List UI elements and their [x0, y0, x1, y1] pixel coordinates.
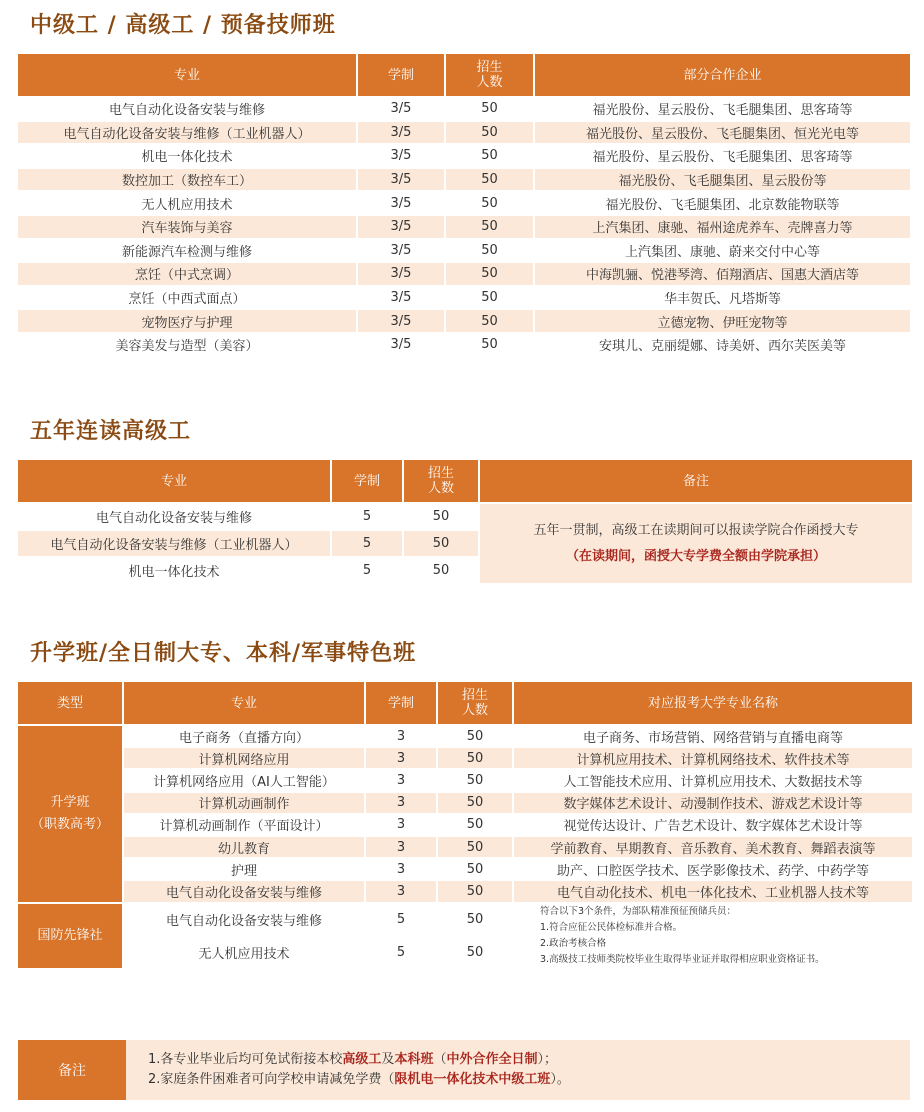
- duration-cell: 3/5: [358, 145, 444, 167]
- duration-cell: 3/5: [358, 122, 444, 144]
- header-enrollment: 招生 人数: [404, 460, 478, 502]
- duration-cell: 5: [332, 558, 402, 583]
- major-cell: 电气自动化设备安装与维修（工业机器人）: [18, 122, 356, 144]
- table-row: [18, 263, 910, 285]
- highlight-text: 中外合作全日制: [446, 1052, 538, 1067]
- section1-table: [16, 52, 912, 358]
- partners-cell: 福光股份、星云股份、飞毛腿集团、思客琦等: [535, 145, 910, 167]
- enrollment-cell: 50: [438, 904, 512, 935]
- enrollment-cell: 50: [446, 263, 533, 285]
- enrollment-cell: 50: [446, 310, 533, 332]
- partners-cell: 立德宠物、伊旺宠物等: [535, 310, 910, 332]
- duration-cell: 3/5: [358, 98, 444, 120]
- duration-cell: 3: [366, 881, 436, 901]
- major-cell: 电气自动化设备安装与维修（工业机器人）: [18, 531, 330, 556]
- section2-table: [16, 458, 914, 585]
- table-row: [18, 748, 912, 768]
- duration-cell: 3: [366, 793, 436, 813]
- enrollment-cell: 50: [438, 793, 512, 813]
- section2-title: 五年连读高级工: [30, 418, 192, 444]
- duration-cell: 5: [332, 504, 402, 529]
- duration-cell: 3/5: [358, 169, 444, 191]
- duration-cell: 3: [366, 770, 436, 790]
- note-line-2: （在读期间，函授大专学费全额由学院承担）: [565, 548, 826, 564]
- major-cell: 新能源汽车检测与维修: [18, 240, 356, 262]
- type-cell: 国防先锋社: [18, 904, 122, 968]
- enrollment-cell: 50: [438, 881, 512, 901]
- enrollment-cell: 50: [446, 240, 533, 262]
- enrollment-cell: 50: [404, 558, 478, 583]
- major-cell: 无人机应用技术: [124, 937, 364, 968]
- major-cell: 美容美发与造型（美容）: [18, 334, 356, 356]
- table-row: [18, 793, 912, 813]
- footer-text-segment: ）；: [537, 1052, 557, 1067]
- program-note: [480, 504, 912, 583]
- enrollment-cell: 50: [446, 98, 533, 120]
- condition-line: 2.政治考核合格: [540, 937, 607, 949]
- header-duration: 学制: [332, 460, 402, 502]
- enrollment-cell: 50: [446, 334, 533, 356]
- footer-line-2: [148, 1070, 570, 1090]
- duration-cell: 3: [366, 837, 436, 857]
- major-cell: 护理: [124, 859, 364, 879]
- duration-cell: 3: [366, 748, 436, 768]
- university-majors-cell: 助产、口腔医学技术、医学影像技术、药学、中药学等: [514, 859, 912, 879]
- enrollment-cell: 50: [446, 145, 533, 167]
- header-note: 备注: [480, 460, 912, 502]
- table-row: [18, 169, 910, 191]
- enrollment-cell: 50: [446, 122, 533, 144]
- major-cell: 电气自动化设备安装与维修: [18, 504, 330, 529]
- section3-table: [16, 680, 914, 970]
- major-cell: 幼儿教育: [124, 837, 364, 857]
- header-partners: 部分合作企业: [535, 54, 910, 96]
- major-cell: 计算机动画制作: [124, 793, 364, 813]
- table-row: [18, 770, 912, 790]
- footer-note: [18, 1040, 910, 1100]
- duration-cell: 5: [366, 937, 436, 968]
- partners-cell: 福光股份、飞毛腿集团、北京数能物联等: [535, 192, 910, 214]
- enrollment-cell: 50: [438, 748, 512, 768]
- footer-text-segment: 2.家庭条件困难者可向学校申请减免学费（: [148, 1072, 395, 1087]
- duration-cell: 3/5: [358, 310, 444, 332]
- header-duration: 学制: [358, 54, 444, 96]
- partners-cell: 安琪儿、克丽缇娜、诗美妍、西尔芙医美等: [535, 334, 910, 356]
- duration-cell: 3/5: [358, 287, 444, 309]
- section1-rows: [18, 98, 910, 356]
- major-cell: 电气自动化设备安装与维修: [18, 98, 356, 120]
- major-cell: 汽车装饰与美容: [18, 216, 356, 238]
- enrollment-cell: 50: [446, 287, 533, 309]
- table-row: [18, 192, 910, 214]
- header-major: 专业: [124, 682, 364, 724]
- major-cell: 无人机应用技术: [18, 192, 356, 214]
- highlight-text: 限机电一体化技术中级工班: [394, 1072, 551, 1087]
- condition-line: 符合以下3个条件，为部队精准预征预储兵员：: [540, 905, 737, 917]
- major-cell: 宠物医疗与护理: [18, 310, 356, 332]
- table-row: [18, 240, 910, 262]
- university-majors-cell: 视觉传达设计、广告艺术设计、数字媒体艺术设计等: [514, 815, 912, 835]
- enrollment-cell: 50: [404, 531, 478, 556]
- major-cell: 机电一体化技术: [18, 558, 330, 583]
- table-row: [18, 145, 910, 167]
- major-cell: 烹饪（中式烹调）: [18, 263, 356, 285]
- university-majors-cell: 学前教育、早期教育、音乐教育、美术教育、舞蹈表演等: [514, 837, 912, 857]
- header-duration: 学制: [366, 682, 436, 724]
- table-row: [18, 216, 910, 238]
- footer-text: [148, 1050, 570, 1090]
- table-row: [18, 904, 912, 935]
- table-row: [18, 310, 910, 332]
- major-cell: 电气自动化设备安装与维修: [124, 881, 364, 901]
- table-row: [18, 837, 912, 857]
- table-row: [18, 726, 912, 746]
- duration-cell: 3: [366, 726, 436, 746]
- partners-cell: 中海凯骊、悦港琴湾、佰翔酒店、国惠大酒店等: [535, 263, 910, 285]
- duration-cell: 5: [366, 904, 436, 935]
- partners-cell: 福光股份、飞毛腿集团、星云股份等: [535, 169, 910, 191]
- header-type: 类型: [18, 682, 122, 724]
- partners-cell: 上汽集团、康驰、福州途虎养车、壳牌喜力等: [535, 216, 910, 238]
- partners-cell: 上汽集团、康驰、蔚来交付中心等: [535, 240, 910, 262]
- major-cell: 电气自动化设备安装与维修: [124, 904, 364, 935]
- major-cell: 机电一体化技术: [18, 145, 356, 167]
- table-row: [18, 122, 910, 144]
- table-row: [18, 98, 910, 120]
- university-majors-cell: 数字媒体艺术设计、动漫制作技术、游戏艺术设计等: [514, 793, 912, 813]
- major-cell: 烹饪（中西式面点）: [18, 287, 356, 309]
- header-enrollment: 招生 人数: [446, 54, 533, 96]
- university-majors-cell: 电子商务、市场营销、网络营销与直播电商等: [514, 726, 912, 746]
- university-majors-cell: 电气自动化技术、机电一体化技术、工业机器人技术等: [514, 881, 912, 901]
- condition-line: 1.符合应征公民体检标准并合格。: [540, 921, 683, 933]
- university-majors-cell: 计算机应用技术、计算机网络技术、软件技术等: [514, 748, 912, 768]
- enrollment-cell: 50: [446, 169, 533, 191]
- duration-cell: 3/5: [358, 263, 444, 285]
- enrollment-cell: 50: [438, 770, 512, 790]
- duration-cell: 3: [366, 859, 436, 879]
- footer-text-segment: 1.各专业毕业后均可免试衔接本校: [148, 1052, 343, 1067]
- major-cell: 计算机网络应用（AI人工智能）: [124, 770, 364, 790]
- highlight-text: 高级工: [342, 1052, 382, 1067]
- footer-label: 备注: [18, 1040, 126, 1100]
- enrollment-cell: 50: [404, 504, 478, 529]
- table-row: [18, 859, 912, 879]
- footer-line-1: [148, 1050, 570, 1070]
- duration-cell: 3/5: [358, 216, 444, 238]
- note-line-1: 五年一贯制，高级工在读期间可以报读学院合作函授大专: [533, 522, 859, 538]
- table-row: [18, 815, 912, 835]
- major-cell: 数控加工（数控车工）: [18, 169, 356, 191]
- header-university-majors: 对应报考大学专业名称: [514, 682, 912, 724]
- section2-rows: [18, 504, 912, 583]
- section3-rows: [18, 726, 912, 968]
- major-cell: 计算机动画制作（平面设计）: [124, 815, 364, 835]
- table-row: [18, 287, 910, 309]
- enrollment-cell: 50: [438, 859, 512, 879]
- partners-cell: 华丰贺氏、凡塔斯等: [535, 287, 910, 309]
- major-cell: 电子商务（直播方向）: [124, 726, 364, 746]
- table-row: [18, 334, 910, 356]
- condition-line: 3.高级技工技师类院校毕业生取得毕业证并取得相应职业资格证书。: [540, 953, 825, 965]
- table-row: [18, 504, 912, 529]
- enrollment-cell: 50: [446, 192, 533, 214]
- enrollment-cell: 50: [446, 216, 533, 238]
- footer-text-segment: 及: [381, 1052, 395, 1067]
- enrollment-cell: 50: [438, 815, 512, 835]
- enrollment-cell: 50: [438, 726, 512, 746]
- highlight-text: 本科班: [394, 1052, 434, 1067]
- table-row: [18, 881, 912, 901]
- header-enrollment: 招生 人数: [438, 682, 512, 724]
- partners-cell: 福光股份、星云股份、飞毛腿集团、思客琦等: [535, 98, 910, 120]
- header-major: 专业: [18, 54, 356, 96]
- header-major: 专业: [18, 460, 330, 502]
- section1-title: 中级工 / 高级工 / 预备技师班: [30, 12, 336, 38]
- type-cell: 升学班 （职教高考）: [18, 726, 122, 902]
- duration-cell: 5: [332, 531, 402, 556]
- footer-text-segment: ）。: [550, 1072, 570, 1087]
- duration-cell: 3: [366, 815, 436, 835]
- section3-title: 升学班/全日制大专、本科/军事特色班: [30, 640, 417, 666]
- university-majors-cell: 人工智能技术应用、计算机应用技术、大数据技术等: [514, 770, 912, 790]
- partners-cell: 福光股份、星云股份、飞毛腿集团、恒光光电等: [535, 122, 910, 144]
- major-cell: 计算机网络应用: [124, 748, 364, 768]
- enrollment-cell: 50: [438, 837, 512, 857]
- duration-cell: 3/5: [358, 192, 444, 214]
- recruitment-conditions: [514, 904, 912, 968]
- enrollment-cell: 50: [438, 937, 512, 968]
- footer-text-segment: （: [433, 1052, 447, 1067]
- duration-cell: 3/5: [358, 240, 444, 262]
- duration-cell: 3/5: [358, 334, 444, 356]
